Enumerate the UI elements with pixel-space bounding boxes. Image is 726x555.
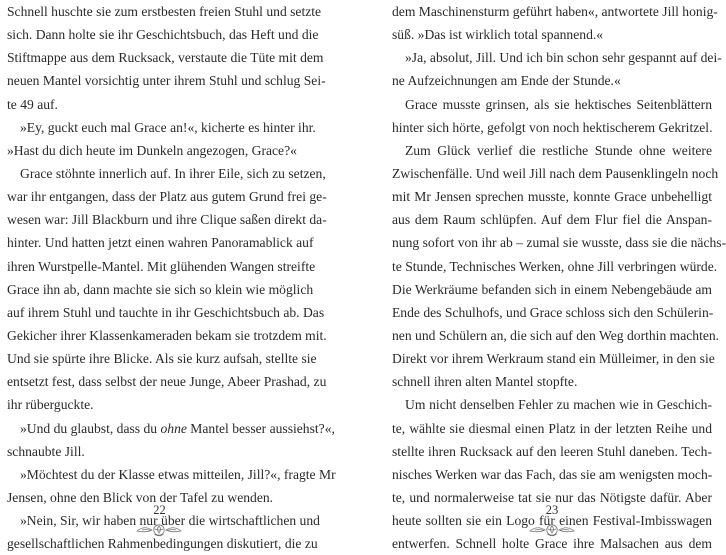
text-line: hinter. Und hatten jetzt einen wahren Panoramablick auf xyxy=(7,235,314,251)
text-line: te, und normalerweise tat sie nur das Nötigste dafür. Aber xyxy=(392,489,712,505)
text-line: ne Aufzeichnungen am Ende der Stunde.« xyxy=(392,73,621,89)
line-text: Mantel besser aussiehst?«, xyxy=(186,420,335,436)
text-line: schnaubte Jill. xyxy=(7,443,85,459)
text-line: Grace ihn ab, dann machte sie sich so klein wie möglich xyxy=(7,281,314,297)
text-line: »Hast du dich heute im Dunkeln angezogen, Grace?« xyxy=(7,142,297,158)
text-line: Zwischenfälle. Und weil Jill nach dem Pausenklingeln noch xyxy=(392,165,719,181)
text-line: Ende des Schulhofs, und Grace schloss sich den Schülerin- xyxy=(392,304,714,320)
emphasized-word: ohne xyxy=(160,420,187,436)
text-line: Stiftmappe aus dem Rucksack, verstaute die Tüte mit dem xyxy=(7,50,324,66)
text-line: dem Maschinensturm geführt haben«, antwortete Jill honig- xyxy=(392,4,718,19)
text-line: entwerfen. Schnell holte Grace ihre Malsachen aus dem xyxy=(392,536,712,552)
left-page-text xyxy=(7,0,336,555)
text-line: Direkt vor ihrem Werkraum stand ein Mülleimer, in den sie xyxy=(392,351,715,367)
text-line-with-emphasis xyxy=(7,417,335,440)
text-line: »Möchtest du der Klasse etwas mitteilen, Jill?«, fragte Mr xyxy=(20,466,336,482)
text-line: war ihr entgangen, dass der Platz aus gutem Grund frei ge- xyxy=(7,189,327,205)
text-line: te 49 auf. xyxy=(7,96,58,112)
text-line: »Ja, absolut, Jill. Und ich bin schon sehr gespannt auf dei- xyxy=(405,50,722,66)
text-line: Grace musste grinsen, als sie hektisches Seitenblättern xyxy=(405,96,712,112)
page-number: 23 xyxy=(545,503,559,517)
text-line: schnell ihren alten Mantel stopfte. xyxy=(392,374,578,390)
text-line: auf ihrem Stuhl und tauchte in ihr Geschichtsbuch ab. Das xyxy=(7,304,325,320)
text-line: ihr rüberguckte. xyxy=(7,397,94,413)
text-line: Die Werkräume befanden sich in einem Nebengebäude am xyxy=(392,281,712,297)
page-number: 22 xyxy=(153,503,166,517)
text-line: Um nicht denselben Fehler zu machen wie in Geschich- xyxy=(405,397,712,413)
text-line: neuen Mantel vorsichtig unter ihrem Stuhl und schlug Sei- xyxy=(7,73,326,89)
text-line: entsetzt fest, dass selbst der neue Junge, Abeer Prashad, zu xyxy=(7,374,327,390)
text-line: »Nein, Sir, wir haben nur über die wirtschaftlichen und xyxy=(20,513,320,529)
text-line: »Ey, guckt euch mal Grace an!«, kicherte es hinter ihr. xyxy=(20,119,316,135)
text-line: Zum Glück verlief die restliche Stunde ohne weitere xyxy=(405,142,712,158)
right-page xyxy=(368,0,726,552)
left-page xyxy=(0,0,352,552)
text-line: wesen war: Jill Blackburn und ihre Clique saßen direkt da- xyxy=(7,212,327,228)
text-line: ihren Wurstpelle-Mantel. Mit glühenden Wangen streifte xyxy=(7,258,316,274)
text-line: süß. »Das ist wirklich total spannend.« xyxy=(392,27,604,43)
text-line: te, wählte sie diesmal einen Platz in der letzten Reihe und xyxy=(392,420,712,436)
text-line: Gekicher ihrer Klassenkameraden bekam sie trotzdem mit. xyxy=(7,327,327,343)
text-line: Jensen, ohne den Blick von der Tafel zu wenden. xyxy=(7,489,274,505)
text-line: hinter sich hörte, gefolgt von noch hektischerem Gekritzel. xyxy=(392,119,713,135)
text-line: sich. Dann holte sie ihr Geschichtsbuch, das Heft und die xyxy=(7,27,319,43)
text-line: gesellschaftlichen Rahmenbedingungen diskutiert, die zu xyxy=(7,536,318,552)
line-text: »Und du glaubst, dass du xyxy=(20,420,161,436)
rose-ornament-icon xyxy=(134,521,184,539)
right-page-text xyxy=(392,0,726,555)
text-line: aus dem Raum schlüpfen. Auf dem Flur fiel die Anspan- xyxy=(392,212,712,228)
text-line: nung sofort von ihr ab – zumal sie wusste, dass sie die nächs- xyxy=(392,235,726,251)
text-line: stellte ihren Rucksack auf den leeren Stuhl daneben. Tech- xyxy=(392,443,712,459)
text-line: te Stunde, Technisches Werken, ohne Jill verbringen würde. xyxy=(392,258,718,274)
text-line: heute sollten sie ein Logo für einen Festival-Imbisswagen xyxy=(392,513,712,529)
text-line: Und sie spürte ihre Blicke. Als sie kurz aufsah, stellte sie xyxy=(7,351,317,367)
text-line: mit Mr Jensen sprechen musste, konnte Grace unbehelligt xyxy=(392,189,712,205)
text-line: nisches Werken war das Fach, das sie am wenigsten moch- xyxy=(392,466,713,482)
text-line: nen und Schülern an, die sich auf den Weg dorthin machten. xyxy=(392,327,720,343)
text-line: Schnell huschte sie zum erstbesten freien Stuhl und setzte xyxy=(7,4,322,19)
text-line: Grace stöhnte innerlich auf. In ihrer Eile, sich zu setzen, xyxy=(20,165,326,181)
rose-ornament-icon xyxy=(527,521,577,539)
